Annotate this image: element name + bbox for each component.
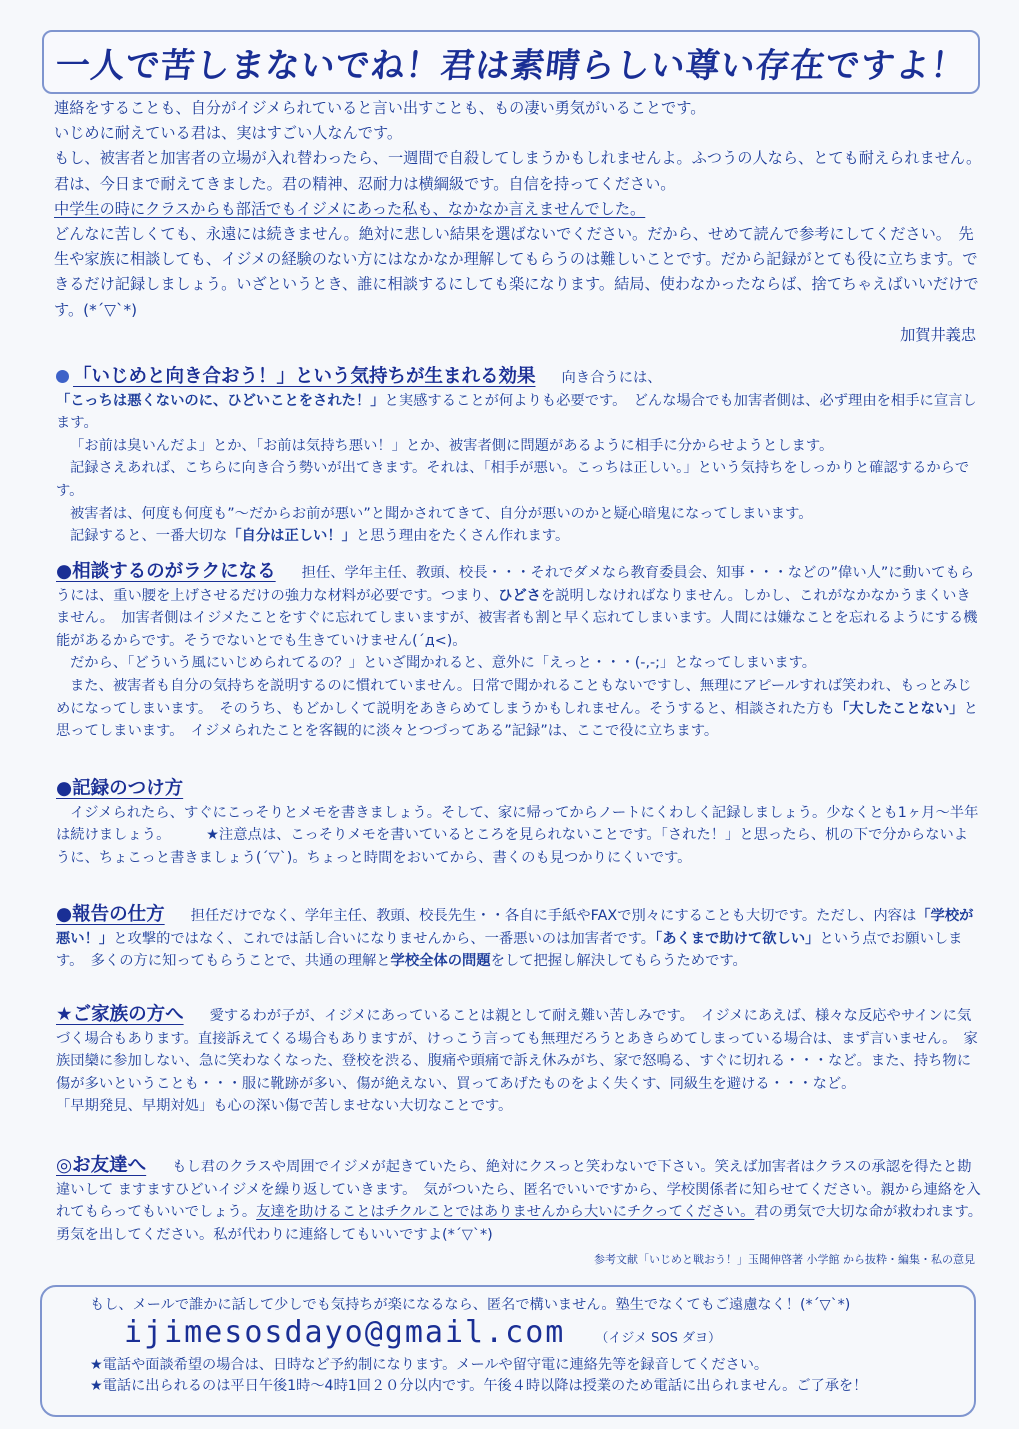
section-heading: ★ご家族の方へ [56, 1004, 184, 1025]
intro-underlined-text: 中学生の時にクラスからも部活でもイジメにあった私も、なかなか言えませんでした。 [54, 199, 646, 218]
page-title: 一人で苦しまないでね！君は素晴らしい尊い存在ですよ！ [53, 45, 968, 86]
section-paragraph: 「お前は臭いんだよ」とか、「お前は気持ち悪い！」とか、被害者側に問題があるように相手に分からせようとします。 [70, 437, 834, 454]
section-for-families [56, 1004, 982, 1118]
section-paragraph: イジメられたら、すぐにこっそりとメモを書きましょう。そして、家に帰ってからノートにくわしく記録しましょう。少なくとも1ヶ月～半年は続けましょう。 ★注意点は、こっそりメモを書いているところを見られないことです。「された！」と思ったら、机の下で分からないように、ちょこっと書きましょう(´▽`)。ちょっと時間をおいてから、書くのも見つかりにくいです。 [56, 804, 979, 866]
section-heading-line [56, 778, 982, 802]
intro-section [54, 96, 984, 348]
email-line [124, 1315, 954, 1350]
section-paragraph: 記録すると、一番大切な「自分は正しい！」と思う理由をたくさん作れます。 [70, 528, 570, 545]
reference-note: 参考文献「いじめと戦おう！」玉聞伸啓著 小学館 から抜粋・編集・私の意見 [594, 1253, 975, 1266]
contact-box [40, 1285, 976, 1417]
section-paragraph: 「早期発見、早期対処」も心の深い傷で苦しませない大切なことです。 [56, 1098, 513, 1115]
section-facing-bullying [56, 366, 982, 548]
section-paragraph: ●報告の仕方 担任だけでなく、学年主任、教頭、校長先生・・各自に手紙やFAXで別々にすることも大切です。ただし、内容は「学校が悪い！」と攻撃的ではなく、これでは話し合いになりませんから、一番悪いのは加害者です。「あくまで助けて欲しい」という点でお願いします。 多くの方に知ってもらうことで、共通の理解と学校全体の問題をして把握し解決してもらうためです。 [56, 904, 974, 970]
underlined-text: 友達を助けることはチクルことではありませんから大いにチクってください。 [256, 1204, 755, 1221]
signature: 加賀井義忠 [900, 325, 976, 344]
intro-paragraph: いじめに耐えている君は、実はすごい人なんです。 [54, 124, 403, 143]
section-paragraph: ★ご家族の方へ 愛するわが子が、イジメにあっていることは親として耐え難い苦しみです。 イジメにあえば、様々な反応やサインに気づく場合もあります。直接訴えてくる場合もありますが、けっこう言っても無理だろうとあきらめてしまっている場合は、まず言いません。 家族団欒に参加しない、急に笑わなくなった、登校を渋る、腹痛や頭痛で訴え休みがち、家で怒鳴る、すぐに切れる・・・など。また、持ち物に傷が多いということも・・・服に靴跡が多い、傷が絶えない、買ってあげたものをよく失くす、同級生を避ける・・・など。 [56, 1004, 978, 1092]
section-paragraph: また、被害者も自分の気持ちを説明するのに慣れていません。日常で聞かれることもないですし、無理にアピールすれば笑われ、もっとみじめになってしまいます。 そのうち、もどかしくて説明をあきらめてしまうかもしれません。そうすると、相談された方も「大したことない」と思ってしまいます。 イジメられたことを客観的に淡々とつづってある”記録”は、ここで役に立ちます。 [56, 677, 978, 740]
bold-text: 「大したことない」 [834, 700, 964, 717]
contact-note: ★電話に出られるのは平日午後1時～4時1回２０分以内です。午後４時以降は授業のため電話に出られません。ご了承を！ [90, 1378, 868, 1394]
contact-note: ★電話や面談希望の場合は、日時など予約制になります。メールや留守電に連絡先等を録音してください。 [90, 1357, 769, 1373]
section-paragraph: ◎お友達へ もし君のクラスや周囲でイジメが起きていたら、絶対にクスっと笑わないで下さい。笑えば加害者はクラスの承認を得たと勘違いして ますますひどいイジメを繰り返していきます。 気がついたら、匿名でいいですから、学校関係者に知らせてください。親から連絡を入れてもらってもいいでしょう。友達を助けることはチクルことではありませんから大いにチクってください。君の勇気で大切な命が救われます。勇気を出してください。私が代わりに連絡してもいいですよ(*´▽`*) [56, 1155, 983, 1243]
intro-paragraph: 連絡をすることも、自分がイジメられていると言い出すことも、もの凄い勇気がいることです。 [54, 99, 706, 117]
bold-text: 「こっちは悪くないのに、ひどいことをされた！」 [56, 392, 385, 409]
section-heading: ●記録のつけ方 [56, 778, 184, 799]
section-paragraph: 記録さえあれば、こちらに向き合う勢いが出てきます。それは、「相手が悪い。こっちは正しい。」という気持ちをしっかりと確認するからです。 [56, 460, 970, 499]
bold-text: 学校全体の問題 [390, 953, 491, 970]
email-reading: （イジメ SOS ダヨ） [595, 1331, 721, 1346]
section-paragraph: 「いじめと向き合おう！」という気持ちが生まれる効果 向き合うには、「こっちは悪くないのに、ひどいことをされた！」と実感することが何よりも必要です。 どんな場合でも加害者側は、必ず理由を相手に宣言します。 [56, 366, 977, 432]
section-heading: ●報告の仕方 [56, 904, 165, 925]
intro-paragraph: どんなに苦しくても、永遠には続きません。絶対に悲しい結果を選ばないでください。だから、せめて読んで参考にしてください。 先生や家族に相談しても、イジメの経験のない方にはなかなか理解してもらうのは難しいことです。だから記録がとても役に立ちます。できるだけ記録しましょう。いざというとき、誰に相談するにしても楽になります。結局、使わなかったならば、捨てちゃえばいいだけです。(*´▽`*) [54, 225, 979, 319]
title-banner [42, 30, 980, 94]
section-paragraph: ●相談するのがラクになる 担任、学年主任、教頭、校長・・・それでダメなら教育委員会、知事・・・などの”偉い人”に動いてもらうには、重い腰を上げさせるだけの強力な材料が必要です。つまり、ひどさを説明しなければなりません。しかし、これがなかなかうまくいきません。 加害者側はイジメたことをすぐに忘れてしまいますが、被害者も割と早く忘れてしまいます。人間には嫌なことを忘れるようにする機能があるからです。そうでないとでも生きていけません(´д<)。 [56, 561, 978, 649]
section-consulting [56, 561, 982, 743]
bold-text: 「学校が悪い！」 [56, 908, 974, 947]
section-heading: ●相談するのがラクになる [56, 561, 276, 582]
email-address[interactable]: ijimesosdayo@gmail.com [124, 1315, 566, 1350]
section-for-friends [56, 1155, 982, 1246]
section-paragraph: だから、「どういう風にいじめられてるの？」といざ聞かれると、意外に「えっと・・・(-,-;」となってしまいます。 [70, 655, 817, 672]
contact-intro: もし、メールで誰かに話して少しでも気持ちが楽になるなら、匿名で構いません。塾生でなくてもご遠慮なく！(*´▽`*) [90, 1297, 851, 1313]
intro-paragraph [54, 197, 984, 222]
bold-text: ひどさ [498, 587, 541, 604]
bullet-icon [56, 370, 69, 383]
section-heading: 「いじめと向き合おう！」という気持ちが生まれる効果 [56, 366, 536, 387]
section-how-to-report [56, 904, 982, 973]
section-how-to-record [56, 778, 982, 869]
bold-text: 「あくまで助けて欲しい」 [655, 930, 820, 947]
section-heading: ◎お友達へ [56, 1155, 147, 1176]
section-paragraph: 被害者は、何度も何度も”～だからお前が悪い”と聞かされてきて、自分が悪いのかと疑心暗鬼になってしまいます。 [70, 505, 813, 522]
intro-paragraph: もし、被害者と加害者の立場が入れ替わったら、一週間で自殺してしまうかもしれませんよ。ふつうの人なら、とても耐えられません。君は、今日まで耐えてきました。君の精神、忍耐力は横綱級です。自信を持ってください。 [54, 149, 982, 193]
